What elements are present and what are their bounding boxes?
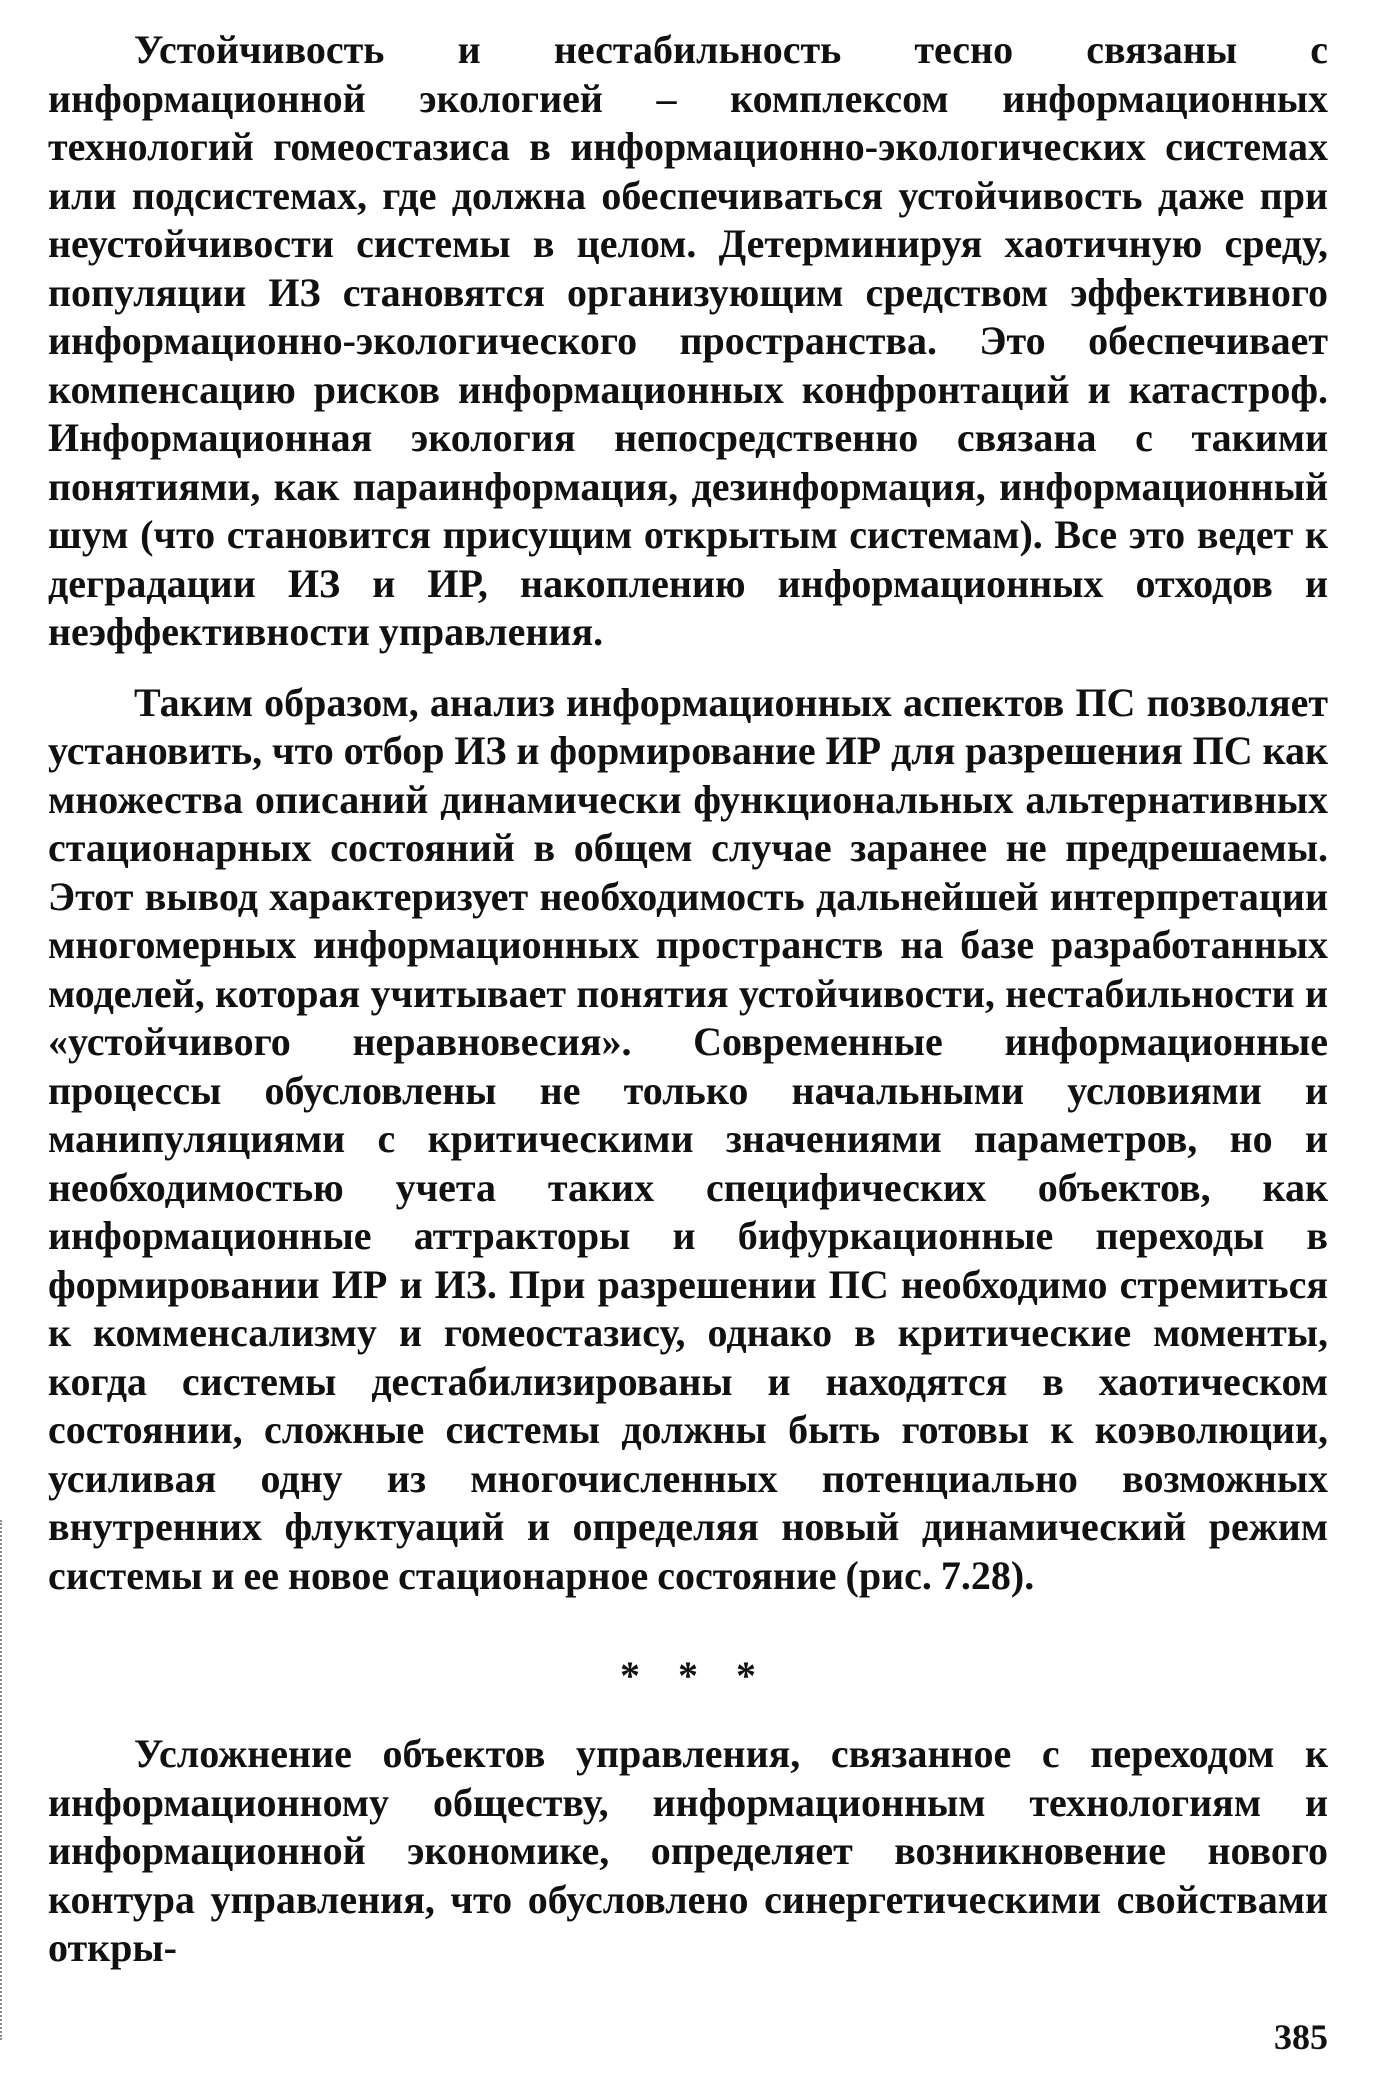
paragraph-analysis-conclusion: Таким образом, анализ информационных аспектов ПС позволяет установить, что отбор ИЗ и формирование ИР для разрешения ПС как множества описаний динамически функциональных альтернативных стационарных состояний в общем случае заранее не предрешаемы. Этот вывод характеризует необходимость дальнейшей интерпретации многомерных информационных пространств на базе разработанных моделей, которая учитывает понятия устойчивости, нестабильности и «устойчивого неравновесия». Современные информационные процессы обусловлены не только начальными условиями и манипуляциями с критическими значениями параметров, но и необходимостью учета таких специфических объектов, как информационные аттракторы и бифуркационные переходы в формировании ИР и ИЗ. При разрешении ПС необходимо стремиться к комменсализму и гомеостазису, однако в критические моменты, когда системы дестабилизированы и находятся в хаотическом состоянии, сложные системы должны быть готовы к коэволюции, усиливая одну из многочисленных потенциально возможных внутренних флуктуаций и определяя новый динамический режим системы и ее новое стационарное состояние (рис. 7.28). [48,679,1328,1598]
margin-scan-artifact [0,1520,16,2040]
paragraph-control-complexity: Усложнение объектов управления, связанное с переходом к информационному обществу, информационным технологиям и информационной экономике, определяет возникновение нового контура управления, что обусловлено синергетическими свойствами откры- [48,1731,1328,1970]
paragraph-information-ecology: Устойчивость и нестабильность тесно связаны с информационной экологией – комплексом информационных технологий гомеостазиса в информационно-экологических системах или подсистемах, где должна обеспечиваться устойчивость даже при неустойчивости системы в целом. Детерминируя хаотичную среду, популяции ИЗ становятся организующим средством эффективного информационно-экологического пространства. Это обеспечивает компенсацию рисков информационных конфронтаций и катастроф. Информационная экология непосредственно связана с такими понятиями, как параинформация, дезинформация, информационный шум (что становится присущим открытым системам). Все это ведет к деградации ИЗ и ИР, накоплению информационных отходов и неэффективности управления. [48,27,1328,654]
section-separator: * * * [620,1653,770,1698]
book-page [48,26,1328,2076]
page-number: 385 [1274,2017,1328,2057]
